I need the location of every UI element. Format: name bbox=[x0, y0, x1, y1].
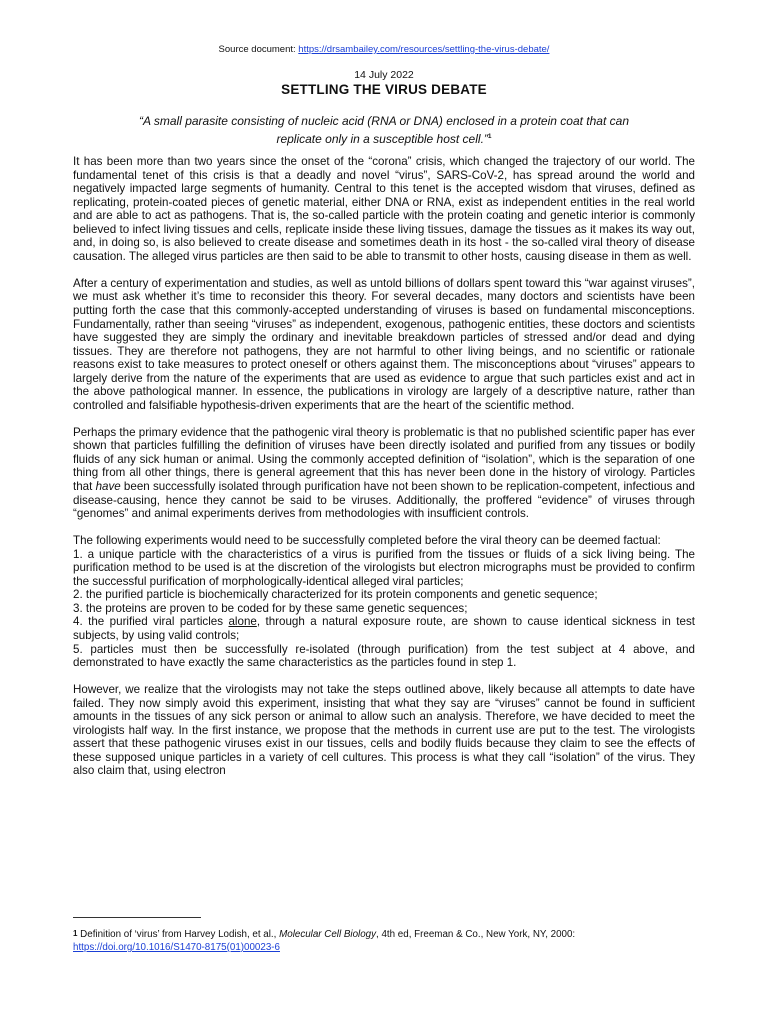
paragraph-half-way: However, we realize that the virologists may not take the steps outlined above, likely because all attempts to date have failed. They now simply avoid this experiment, insisting that what they say are “viruses” cannot be found in sufficient amounts in the tissues of any sick person or animal to allow such an analysis. Therefore, we have decided to meet the virologists half way. In the first instance, we propose that the methods in current use are put to the test. The virologists assert that these pathogenic viruses exist in our tissues, cells and bodily fluids because they claim to see the effects of these supposed unique particles in a variety of cell cultures. This process is what they call “isolation” of the virus. They also claim that, using electron bbox=[73, 683, 695, 778]
footnote-ref[interactable]: 1 bbox=[487, 133, 492, 140]
list-item: 2. the purified particle is biochemically characterized for its protein components and genetic sequence; bbox=[73, 588, 598, 602]
paragraph-isolation bbox=[73, 426, 695, 521]
paragraph-isolation-emphasis: have bbox=[95, 480, 121, 494]
paragraph-isolation-text-b: been successfully isolated through purification have not been shown to be replication-competent, infectious and disease-causing, hence they cannot be said to be viruses. Additionally, the proffered “evidence” of viruses through “genomes” and animal experiments derives from methodologies with insufficient controls. bbox=[73, 480, 695, 521]
footnote-book-title: Molecular Cell Biology bbox=[279, 929, 377, 940]
footnote-divider bbox=[73, 917, 201, 918]
source-link[interactable]: https://drsambailey.com/resources/settling-the-virus-debate/ bbox=[298, 44, 550, 55]
list-item bbox=[73, 615, 695, 642]
footnote-text-b: , 4th ed, Freeman & Co., New York, NY, 2000: bbox=[376, 929, 576, 940]
list-item-text-b: , through a natural exposure route, are shown to cause identical sickness in test subjects, by using valid controls; bbox=[73, 615, 695, 642]
document-date: 14 July 2022 bbox=[354, 69, 414, 81]
paragraph-intro: It has been more than two years since the onset of the “corona” crisis, which changed the trajectory of our world. The fundamental tenet of this crisis is that a deadly and novel “virus”, SARS-CoV-2, has spread around the world and negatively impacted large segments of humanity. Central to this tenet is the accepted wisdom that viruses, defined as replicating, protein-coated pieces of genetic material, either DNA or RNA, exist as independent entities in the real world and are able to act as pathogens. That is, the so-called particle with the protein coating and genetic interior is commonly believed to infect living tissues and cells, replicate inside these living tissues, damage the tissues as it makes its way out, and, in doing so, is also believed to create disease and sometimes death in its host - the so-called viral theory of disease causation. The alleged virus particles are then said to be able to transmit to other hosts, causing disease in them as well. bbox=[73, 155, 695, 263]
footnote-text-a: Definition of ‘virus’ from Harvey Lodish, et al., bbox=[77, 929, 280, 940]
list-item-text-a: 4. the purified viral particles bbox=[73, 615, 229, 629]
epigraph-quote bbox=[110, 114, 658, 147]
list-item: 3. the proteins are proven to be coded for by these same genetic sequences; bbox=[73, 601, 468, 615]
epigraph-line-1: “A small parasite consisting of nucleic acid (RNA or DNA) enclosed in a protein coat that can bbox=[138, 114, 629, 128]
source-label: Source document: bbox=[218, 44, 296, 55]
paragraph-isolation-text-a: Perhaps the primary evidence that the pathogenic viral theory is problematic is that no published scientific paper has ever shown that particles fulfilling the definition of viruses have been directly isolated and purified from any tissues or bodily fluids of any sick human or animal. Using the commonly accepted definition of “isolation”, which is the separation of one thing from all other things, there is general agreement that this has never been done in the history of virology. Particles that bbox=[73, 425, 695, 494]
experiment-list bbox=[73, 534, 695, 669]
epigraph-line-2: replicate only in a susceptible host cell.” bbox=[276, 132, 488, 146]
footnote bbox=[73, 927, 695, 954]
experiment-list-intro: The following experiments would need to be successfully completed before the viral theory can be deemed factual: bbox=[73, 534, 661, 548]
source-line bbox=[0, 44, 768, 55]
paragraph-war-against-viruses: After a century of experimentation and studies, as well as untold billions of dollars spent toward this “war against viruses”, we must ask whether it’s time to reconsider this theory. For several decades, many doctors and scientists have been putting forth the case that this commonly-accepted understanding of viruses is based on fundamental misconceptions. Fundamentally, rather than seeing “viruses” as independent, exogenous, pathogenic entities, these doctors and scientists have suggested they are simply the ordinary and inevitable breakdown particles of stressed and/or dead and dying tissues. They are therefore not pathogens, they are not harmful to other living beings, and no scientific or rationale reasons exist to take measures to protect oneself or others against them. The misconceptions about “viruses” appears to largely derive from the nature of the experiments that are used as evidence to argue that such particles exist and act in the above pathological manner. In essence, the publications in virology are largely of a descriptive nature, rather than controlled and falsifiable hypothesis-driven experiments that are the heart of the scientific method. bbox=[73, 276, 695, 412]
underlined-word: alone bbox=[228, 615, 257, 629]
document-body bbox=[73, 155, 695, 791]
footnote-doi-link[interactable]: https://doi.org/10.1016/S1470-8175(01)00023-6 bbox=[73, 942, 280, 953]
document-title: SETTLING THE VIRUS DEBATE bbox=[281, 82, 487, 97]
footnote-number: 1 bbox=[73, 929, 78, 938]
list-item: 5. particles must then be successfully re-isolated (through purification) from the test subject at 4 above, and demonstrated to have exactly the same characteristics as the particles found in step 1. bbox=[73, 642, 695, 670]
list-item: 1. a unique particle with the characteristics of a virus is purified from the tissues or fluids of a sick living being. The purification method to be used is at the discretion of the virologists but electron micrographs must be provided to confirm the successful purification of morphologically-identical alleged viral particles; bbox=[73, 547, 695, 588]
